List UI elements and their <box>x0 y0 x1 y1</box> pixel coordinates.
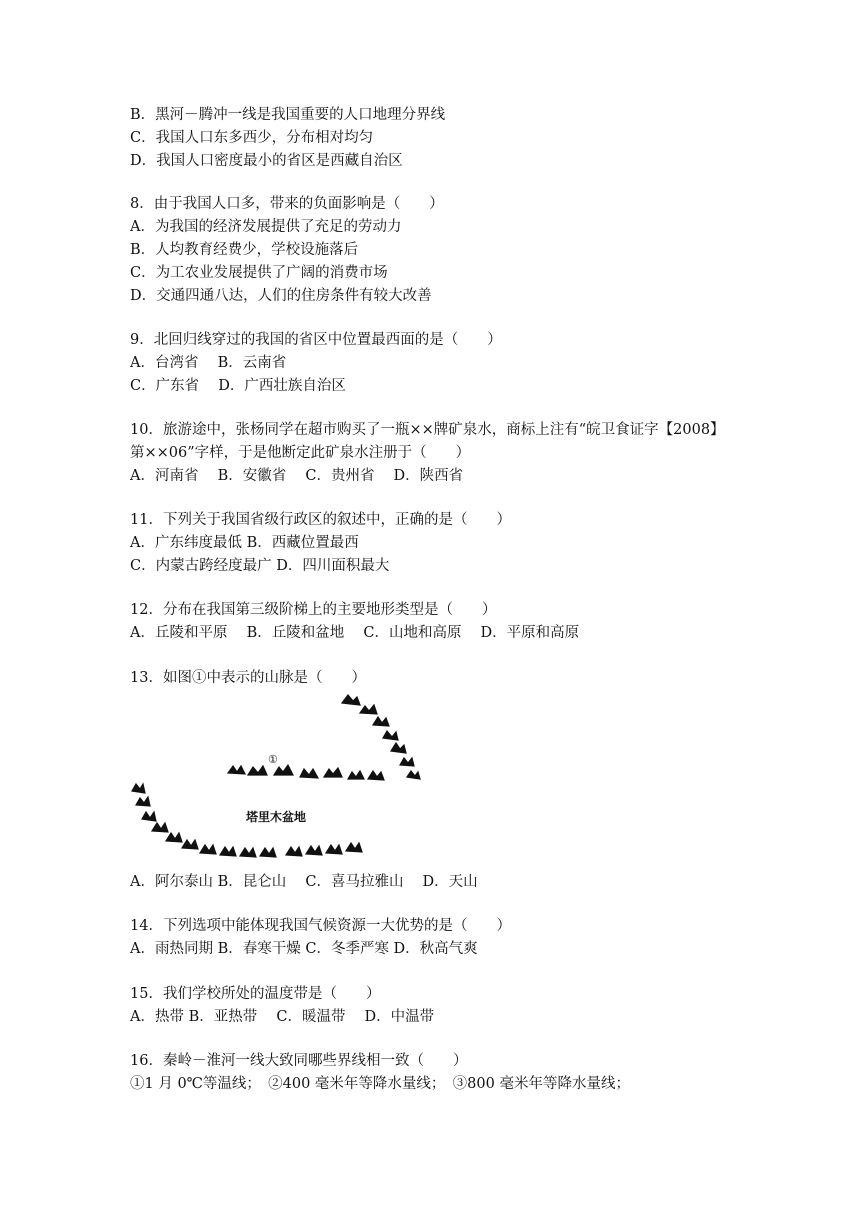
q11-stem: 11．下列关于我国省级行政区的叙述中，正确的是（ ） <box>130 512 511 528</box>
q15-options: A．热带 B．亚热带 C．暖温带 D．中温带 <box>130 1009 435 1025</box>
q8-option-d: D．交通四通八达，人们的住房条件有较大改善 <box>130 288 432 304</box>
q10-options: A．河南省 B．安徽省 C．贵州省 D．陕西省 <box>130 468 464 484</box>
q11-options-ab: A．广东纬度最低 B．西藏位置最西 <box>130 535 359 551</box>
q16-stem: 16．秦岭－淮河一线大致同哪些界线相一致（ ） <box>130 1053 468 1069</box>
q8-stem: 8．由于我国人口多，带来的负面影响是（ ） <box>130 196 444 212</box>
q11-options-cd: C．内蒙古跨经度最广 D．四川面积最大 <box>130 558 390 574</box>
q12-stem: 12．分布在我国第三级阶梯上的主要地形类型是（ ） <box>130 602 497 618</box>
map-marker-1: ① <box>268 753 278 766</box>
q9-options-ab: A．台湾省 B．云南省 <box>130 355 287 371</box>
q8-option-a: A．为我国的经济发展提供了充足的劳动力 <box>130 219 402 235</box>
mountain-range-northeast <box>342 695 420 779</box>
q8-option-c: C．为工农业发展提供了广阔的消费市场 <box>130 265 388 281</box>
q13-stem: 13．如图①中表示的山脉是（ ） <box>130 670 366 686</box>
map-label-tarim-basin: 塔里木盆地 <box>246 810 307 824</box>
q14-stem: 14．下列选项中能体现我国气候资源一大优势的是（ ） <box>130 918 511 934</box>
q7-option-c: C．我国人口东多西少，分布相对均匀 <box>130 130 374 146</box>
q9-options-cd: C．广东省 D．广西壮族自治区 <box>130 378 346 394</box>
q9-stem: 9．北回归线穿过的我国的省区中位置最西面的是（ ） <box>130 332 502 348</box>
mountain-range-1 <box>228 765 384 780</box>
q7-option-b: B．黑河－腾冲一线是我国重要的人口地理分界线 <box>130 107 446 123</box>
q7-option-d: D．我国人口密度最小的省区是西藏自治区 <box>130 153 403 169</box>
q8-option-b: B．人均教育经费少，学校设施落后 <box>130 242 359 258</box>
q10-stem-line2: 第××06”字样，于是他断定此矿泉水注册于（ ） <box>130 445 471 461</box>
q10-stem-line1: 10．旅游途中，张杨同学在超市购买了一瓶××牌矿泉水，商标上注有“皖卫食证字【2008】 <box>130 422 725 438</box>
q15-stem: 15．我们学校所处的温度带是（ ） <box>130 986 381 1002</box>
q14-options: A．雨热同期 B．春寒干燥 C．冬季严寒 D．秋高气爽 <box>130 941 478 957</box>
q16-items: ①1 月 0℃等温线； ②400 毫米年等降水量线； ③800 毫米年等降水量线； <box>130 1076 630 1092</box>
mountain-map-figure <box>128 693 424 863</box>
q12-options: A．丘陵和平原 B．丘陵和盆地 C．山地和高原 D．平原和高原 <box>130 625 580 641</box>
q13-options: A．阿尔泰山 B．昆仑山 C．喜马拉雅山 D．天山 <box>130 874 478 890</box>
